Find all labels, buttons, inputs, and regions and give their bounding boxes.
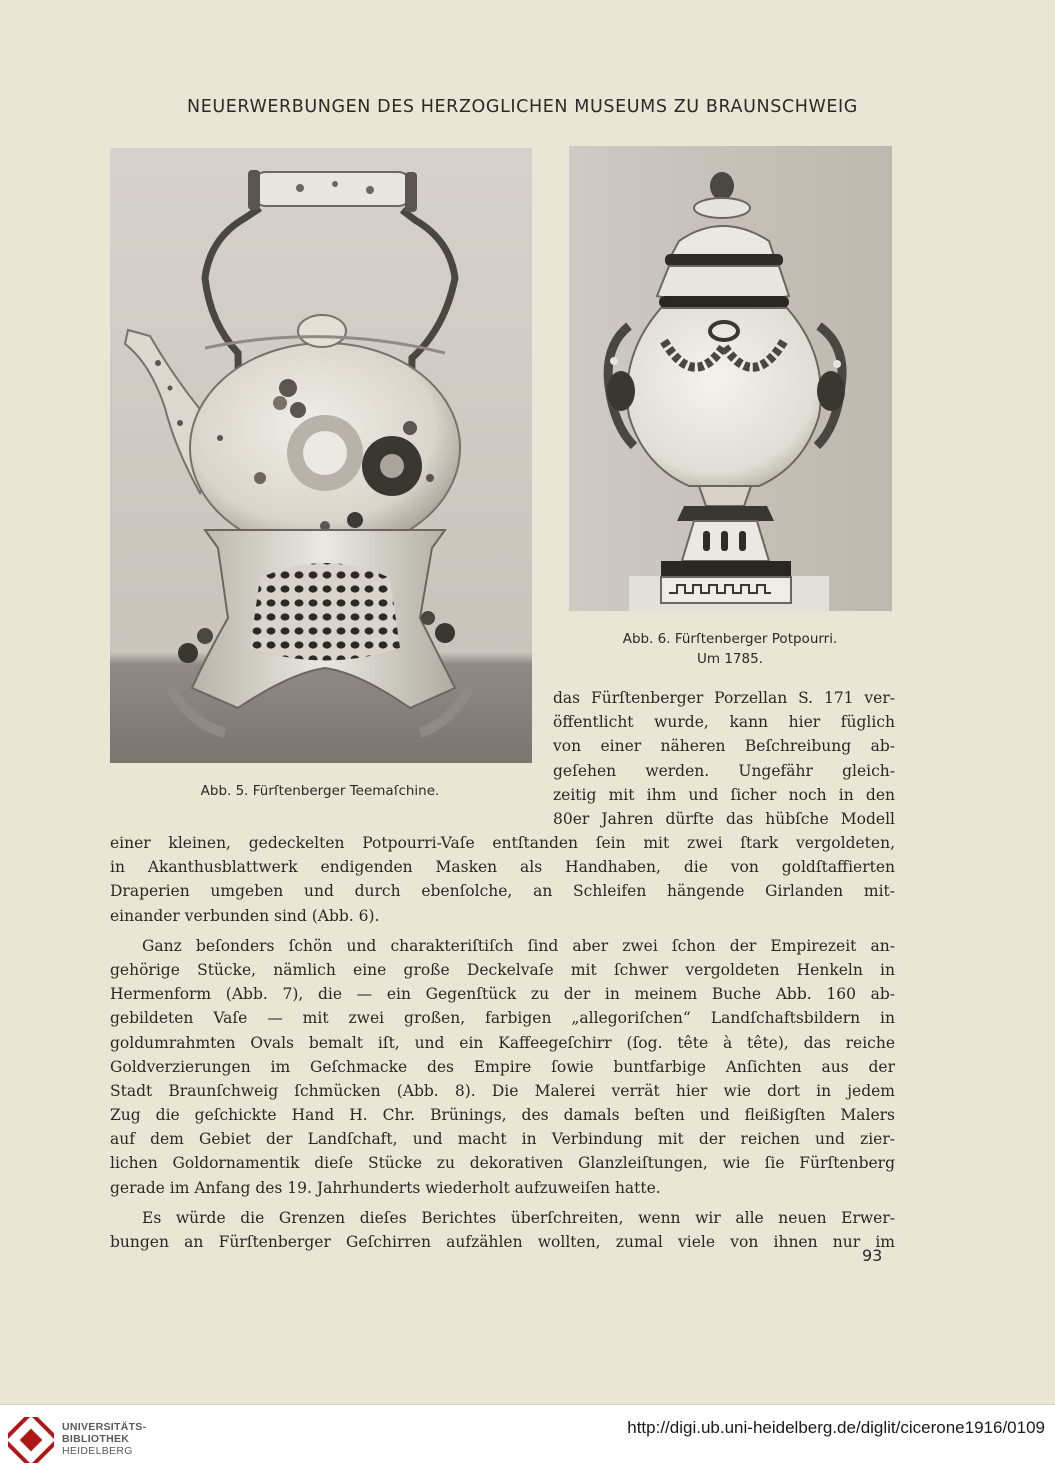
paragraph-1 (110, 831, 895, 928)
text-line: öffentlicht wurde, kann hier füglich (553, 713, 895, 732)
running-title: NEUERWERBUNGEN DES HERZOGLICHEN MUSEUMS ZU BRAUNSCHWEIG (187, 97, 858, 117)
figure-5-caption: Abb. 5. Fürſtenberger Teemaſchine. (200, 783, 440, 799)
text-line: geſehen werden. Ungefähr gleich- (553, 761, 895, 780)
text-line: gehörige Stücke, nämlich eine große Deckelvaſe mit ſchwer vergoldeten Henkeln in (110, 960, 895, 979)
paragraph-2 (110, 934, 895, 1200)
text-line: Ganz beſonders ſchön und charakteriſtiſch ſind aber zwei ſchon der Empirezeit an- (142, 936, 895, 955)
text-line: gebildeten Vaſe — mit zwei großen, farbigen „allegoriſchen“ Landſchaftsbildern in (110, 1009, 895, 1028)
text-line: Stadt Braunſchweig ſchmücken (Abb. 8). Die Malerei verrät hier wie dort in jedem (110, 1081, 895, 1100)
permalink-url[interactable]: http://digi.ub.uni-heidelberg.de/diglit/cicerone1916/0109 (627, 1418, 1045, 1437)
text-line: gerade im Anfang des 19. Jahrhunderts wiederholt aufzuweiſen hatte. (110, 1178, 661, 1197)
text-line: Goldverzierungen im Geſchmacke des Empire ſowie buntfarbige Anſichten aus der (110, 1057, 895, 1076)
library-name-line1: UNIVERSITÄTS- (62, 1421, 147, 1433)
text-line: einander verbunden sind (Abb. 6). (110, 906, 380, 925)
text-line: das Fürſtenberger Porzellan S. 171 ver- (553, 689, 895, 707)
library-name-line2: BIBLIOTHEK (62, 1433, 130, 1445)
text-line: Draperien umgeben und durch ebenſolche, an Schleifen hängende Girlanden mit- (110, 882, 895, 901)
text-line: lichen Goldornamentik dieſe Stücke zu dekorativen Glanzleiſtungen, wie ſie Fürſtenberg (110, 1154, 895, 1173)
text-line: goldumrahmten Ovals bemalt iſt, und ein Kaffeegeſchirr (ſog. tête à tête), das reiche (110, 1033, 895, 1052)
figure-6-caption-line1: Abb. 6. Fürſtenberger Potpourri. (622, 631, 838, 647)
text-line: zeitig mit ihm und ſicher noch in den (553, 785, 895, 804)
figure-6-caption (580, 629, 880, 669)
text-line: von einer näheren Beſchreibung ab- (553, 737, 895, 756)
teapot-photograph (110, 148, 532, 763)
paragraph-3 (110, 1206, 895, 1254)
text-line: Hermenform (Abb. 7), die — ein Gegenſtück zu der in meinem Buche Abb. 160 ab- (110, 985, 895, 1004)
text-line: auf dem Gebiet der Landſchaft, und macht in Verbindung mit der reichen und zier- (110, 1130, 895, 1149)
text-line: bungen an Fürſtenberger Geſchirren aufzählen wollten, zumal viele von ihnen nur im (110, 1233, 895, 1251)
text-line: Es würde die Grenzen dieſes Berichtes überſchreiten, wenn wir alle neuen Erwer- (142, 1208, 895, 1227)
text-line: in Akanthusblattwerk endigenden Masken als Handhaben, die von goldſtaffierten (110, 858, 895, 877)
text-line: Zug die geſchickte Hand H. Chr. Brünings, des damals beſten und fleißigſten Malers (110, 1106, 895, 1125)
library-name (62, 1421, 146, 1457)
university-library-logo-icon (8, 1417, 54, 1463)
text-line: einer kleinen, gedeckelten Potpourri-Vaſe entſtanden ſein mit zwei ſtark vergoldeten, (110, 834, 895, 852)
digitization-footer (0, 1404, 1055, 1482)
figure-6-caption-line2: Um 1785. (697, 651, 763, 667)
potpourri-vase-photograph (569, 146, 892, 611)
page-number: 93 (862, 1246, 883, 1265)
body-text (110, 831, 895, 1254)
right-column-text (553, 686, 895, 831)
text-line: 80er Jahren dürfte das hübſche Modell (553, 809, 895, 828)
library-name-line3: HEIDELBERG (62, 1445, 133, 1457)
